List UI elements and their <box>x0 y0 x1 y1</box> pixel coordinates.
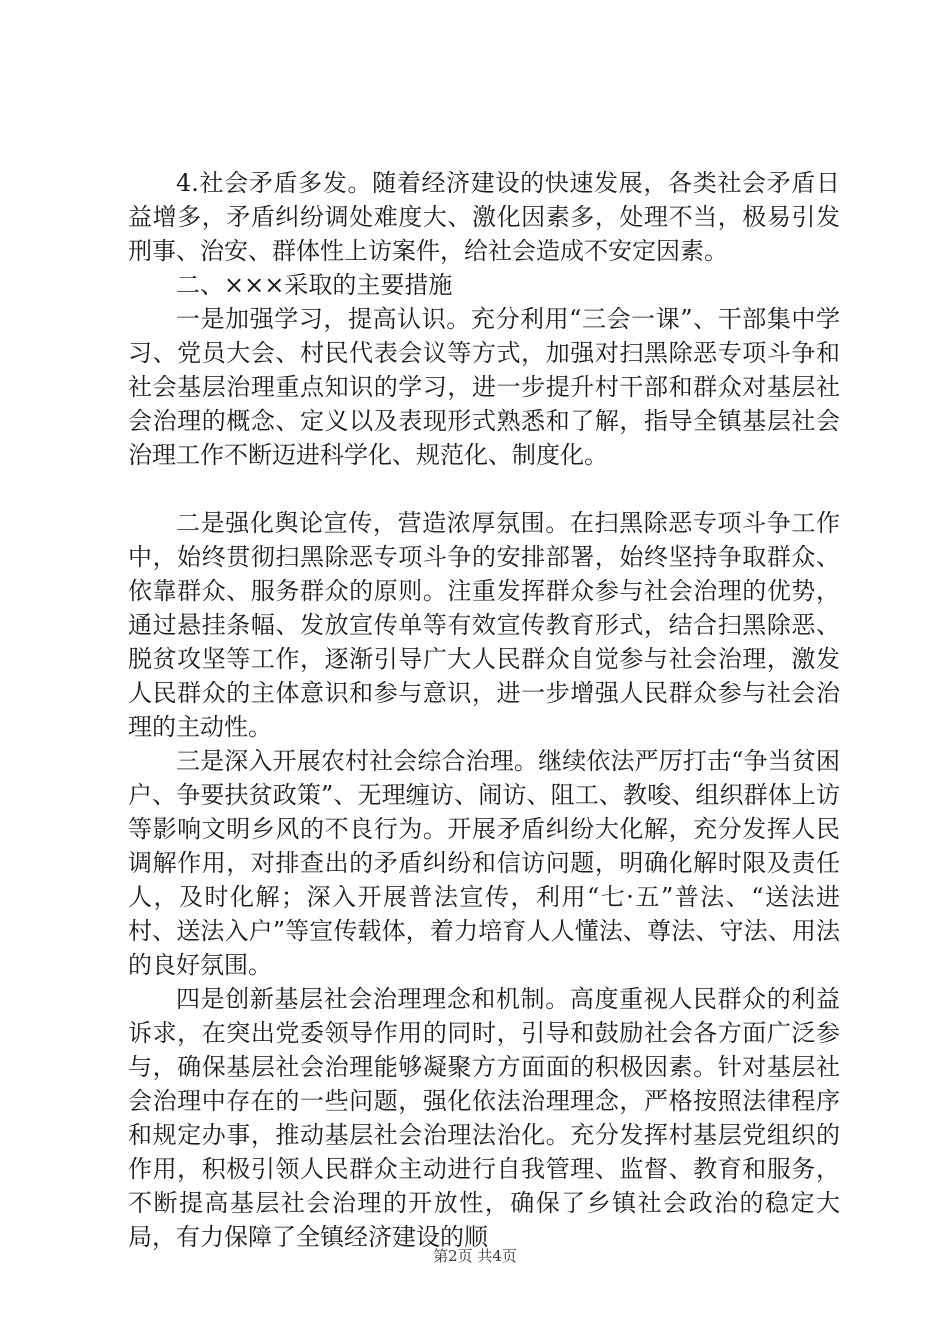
paragraph-rural-governance: 三是深入开展农村社会综合治理。继续依法严厉打击“争当贫困户、争要扶贫政策”、无理缠访、闹访、阻工、教唆、组织群体上访等影响文明乡风的不良行为。开展矛盾纠纷大化解，充分发挥人民调解作用，对排查出的矛盾纠纷和信访问题，明确化解时限及责任人，及时化解；深入开展普法宣传，利用“七·五”普法、“送法进村、送法入户”等宣传载体，着力培育人人懂法、尊法、守法、用法的良好氛围。 <box>128 747 840 979</box>
page-number-footer: 第2页 共4页 <box>433 1247 517 1265</box>
paragraph-strengthen-learning: 一是加强学习，提高认识。充分利用“三会一课”、干部集中学习、党员大会、村民代表会议等方式，加强对扫黑除恶专项斗争和社会基层治理重点知识的学习，进一步提升村干部和群众对基层社会治理的概念、定义以及表现形式熟悉和了解，指导全镇基层社会治理工作不断迈进科学化、规范化、制度化。 <box>128 305 840 469</box>
section-heading-measures: 二、×××采取的主要措施 <box>176 271 453 299</box>
document-body <box>128 166 840 1254</box>
paragraph-public-opinion: 二是强化舆论宣传，营造浓厚氛围。在扫黑除恶专项斗争工作中，始终贯彻扫黑除恶专项斗争的安排部署，始终坚持争取群众、依靠群众、服务群众的原则。注重发挥群众参与社会治理的优势，通过悬挂条幅、发放宣传单等有效宣传教育形式，结合扫黑除恶、脱贫攻坚等工作，逐渐引导广大人民群众自觉参与社会治理，激发人民群众的主体意识和参与意识，进一步增强人民群众参与社会治理的主动性。 <box>128 509 840 741</box>
paragraph-social-conflicts: 4.社会矛盾多发。随着经济建设的快速发展，各类社会矛盾日益增多，矛盾纠纷调处难度大、激化因素多，处理不当，极易引发刑事、治安、群体性上访案件，给社会造成不安定因素。 <box>128 169 840 265</box>
paragraph-innovation: 四是创新基层社会治理理念和机制。高度重视人民群众的利益诉求，在突出党委领导作用的同时，引导和鼓励社会各方面广泛参与，确保基层社会治理能够凝聚方方面面的积极因素。针对基层社会治理中存在的一些问题，强化依法治理理念，严格按照法律程序和规定办事，推动基层社会治理法治化。充分发挥村基层党组织的作用，积极引领人民群众主动进行自我管理、监督、教育和服务，不断提高基层社会治理的开放性，确保了乡镇社会政治的稳定大局，有力保障了全镇经济建设的顺 <box>128 985 840 1251</box>
